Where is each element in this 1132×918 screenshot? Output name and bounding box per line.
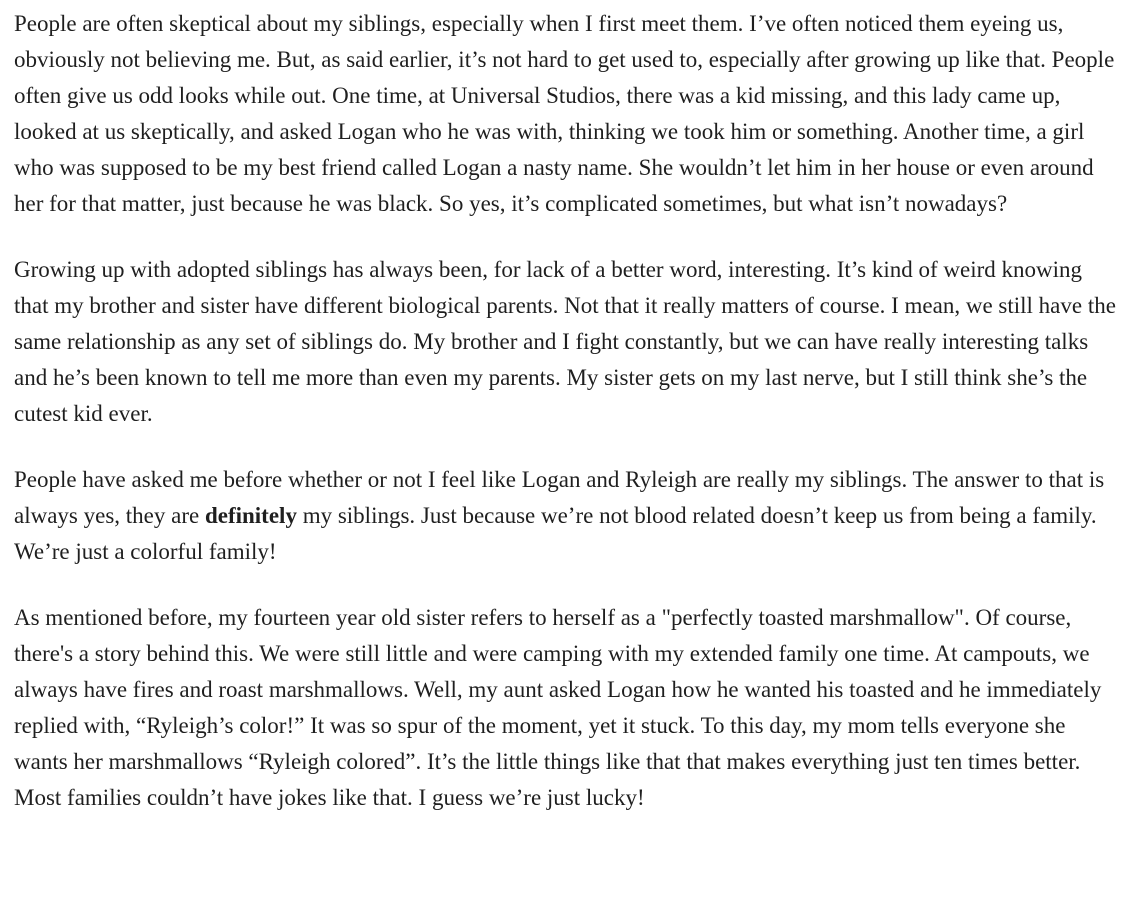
paragraph-growing-up: Growing up with adopted siblings has always been, for lack of a better word, interesting. It’s kind of weird knowing that my brother and sister have different biological parents. Not that it really matters of course. I mean, we still have the same relationship as any set of siblings do. My brother and I fight constantly, but we can have really interesting talks and he’s been known to tell me more than even my parents. My sister gets on my last nerve, but I still think she’s the cutest kid ever. [14, 257, 1116, 426]
paragraph-siblings-after: my siblings. Just because we’re not blood related doesn’t keep us from being a family. We’re just a colorful family! [14, 503, 1097, 564]
emphasis-definitely: definitely [204, 503, 297, 528]
paragraph-siblings-before: People have asked me before whether or not I feel like Logan and Ryleigh are really my siblings. The answer to that is always yes, they are [14, 467, 1105, 528]
paragraph-skepticism: People are often skeptical about my siblings, especially when I first meet them. I’ve often noticed them eyeing us, obviously not believing me. But, as said earlier, it’s not hard to get used to, especially after growing up like that. People often give us odd looks while out. One time, at Universal Studios, there was a kid missing, and this lady came up, looked at us skeptically, and asked Logan who he was with, thinking we took him or something. Another time, a girl who was supposed to be my best friend called Logan a nasty name. She wouldn’t let him in her house or even around her for that matter, just because he was black. So yes, it’s complicated sometimes, but what isn’t nowadays? [14, 11, 1115, 216]
paragraph-siblings [14, 462, 1120, 570]
paragraph-marshmallow: As mentioned before, my fourteen year old sister refers to herself as a "perfectly toasted marshmallow". Of course, there's a story behind this. We were still little and were camping with my extended family one time. At campouts, we always have fires and roast marshmallows. Well, my aunt asked Logan how he wanted his toasted and he immediately replied with, “Ryleigh’s color!” It was so spur of the moment, yet it stuck. To this day, my mom tells everyone she wants her marshmallows “Ryleigh colored”. It’s the little things like that that makes everything just ten times better. Most families couldn’t have jokes like that. I guess we’re just lucky! [14, 605, 1102, 810]
